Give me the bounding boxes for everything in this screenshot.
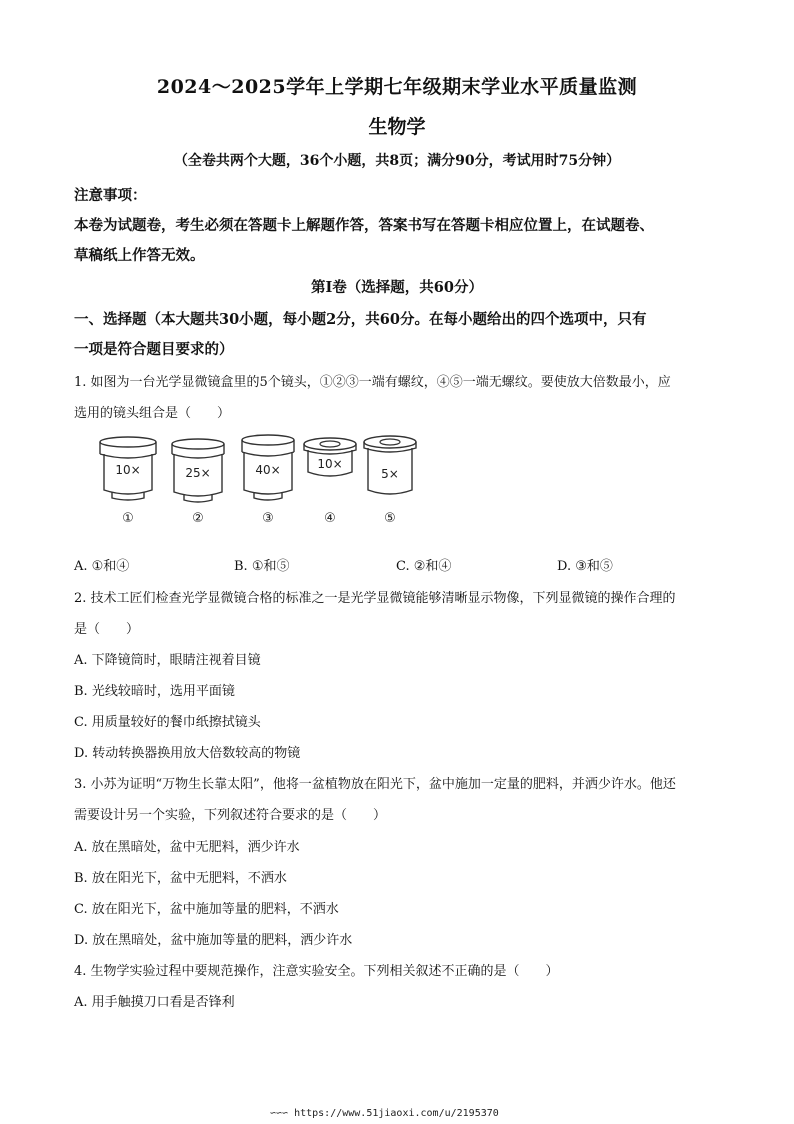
lens-2-number: ② [192, 511, 204, 526]
exam-title: 2024～2025学年上学期七年级期末学业水平质量监测 [156, 76, 638, 98]
lens-figure [90, 432, 420, 532]
notice-line-2: 草稿纸上作答无效。 [74, 247, 205, 264]
subject-title: 生物学 [368, 116, 426, 138]
lens-5-mag: 5× [381, 467, 399, 481]
q3-option-b: B. 放在阳光下，盆中无肥料，不洒水 [74, 871, 287, 886]
footer-url[interactable]: ∽∽∽ https://www.51jiaoxi.com/u/2195370 [270, 1108, 499, 1119]
q1-option-b: B. ①和⑤ [234, 559, 290, 574]
notice-heading: 注意事项： [74, 187, 147, 204]
q2-option-b: B. 光线较暗时，选用平面镜 [74, 684, 235, 699]
notice-line-1: 本卷为试题卷，考生必须在答题卡上解题作答，答案书写在答题卡相应位置上，在试题卷、 [74, 217, 654, 234]
lens-1-mag: 10× [115, 463, 141, 477]
q3-stem-line-1: 3. 小苏为证明“万物生长靠太阳”，他将一盆植物放在阳光下，盆中施加一定量的肥料，并洒少许水。他还 [74, 777, 676, 792]
part1-title: 第Ⅰ卷（选择题，共60分） [311, 279, 483, 296]
section-heading-line-2: 一项是符合题目要求的） [74, 341, 234, 358]
q3-option-a: A. 放在黑暗处，盆中无肥料，洒少许水 [74, 840, 300, 855]
lens-4-icon [304, 438, 356, 476]
lens-2-mag: 25× [185, 466, 211, 480]
lens-4-mag: 10× [317, 457, 343, 471]
q1-option-a: A. ①和④ [74, 559, 130, 574]
q2-stem-line-1: 2. 技术工匠们检查光学显微镜合格的标准之一是光学显微镜能够清晰显示物像，下列显微镜的操作合理的 [74, 591, 676, 606]
q3-option-c: C. 放在阳光下，盆中施加等量的肥料，不洒水 [74, 902, 339, 917]
q2-option-a: A. 下降镜筒时，眼睛注视着目镜 [74, 653, 261, 668]
lens-5-icon [364, 436, 416, 494]
q1-option-c: C. ②和④ [396, 559, 452, 574]
lens-5-number: ⑤ [384, 511, 396, 526]
lens-1-icon [100, 437, 156, 500]
q3-stem-line-2: 需要设计另一个实验，下列叙述符合要求的是（ ） [74, 808, 387, 823]
exam-info: （全卷共两个大题，36个小题，共8页；满分90分，考试用时75分钟） [173, 153, 621, 169]
lens-3-mag: 40× [255, 463, 281, 477]
q1-stem-line-2: 选用的镜头组合是（ ） [74, 406, 231, 421]
lens-3-icon [242, 435, 294, 500]
lens-2-icon [172, 439, 224, 502]
section-heading-line-1: 一、选择题（本大题共30小题，每小题2分，共60分。在每小题给出的四个选项中，只有 [74, 311, 647, 328]
q4-option-a: A. 用手触摸刀口看是否锋利 [74, 995, 235, 1010]
lens-4-number: ④ [324, 511, 336, 526]
q2-option-c: C. 用质量较好的餐巾纸擦拭镜头 [74, 715, 261, 730]
lens-3-number: ③ [262, 511, 274, 526]
q4-stem-line-1: 4. 生物学实验过程中要规范操作，注意实验安全。下列相关叙述不正确的是（ ） [74, 964, 559, 979]
q2-option-d: D. 转动转换器换用放大倍数较高的物镜 [74, 746, 301, 761]
lens-1-number: ① [122, 511, 134, 526]
q1-option-d: D. ③和⑤ [557, 559, 613, 574]
q3-option-d: D. 放在黑暗处，盆中施加等量的肥料，洒少许水 [74, 933, 353, 948]
q2-stem-line-2: 是（ ） [74, 622, 140, 637]
q1-stem-line-1: 1. 如图为一台光学显微镜盒里的5个镜头，①②③一端有螺纹，④⑤一端无螺纹。要使放大倍数最小，应 [74, 375, 671, 390]
